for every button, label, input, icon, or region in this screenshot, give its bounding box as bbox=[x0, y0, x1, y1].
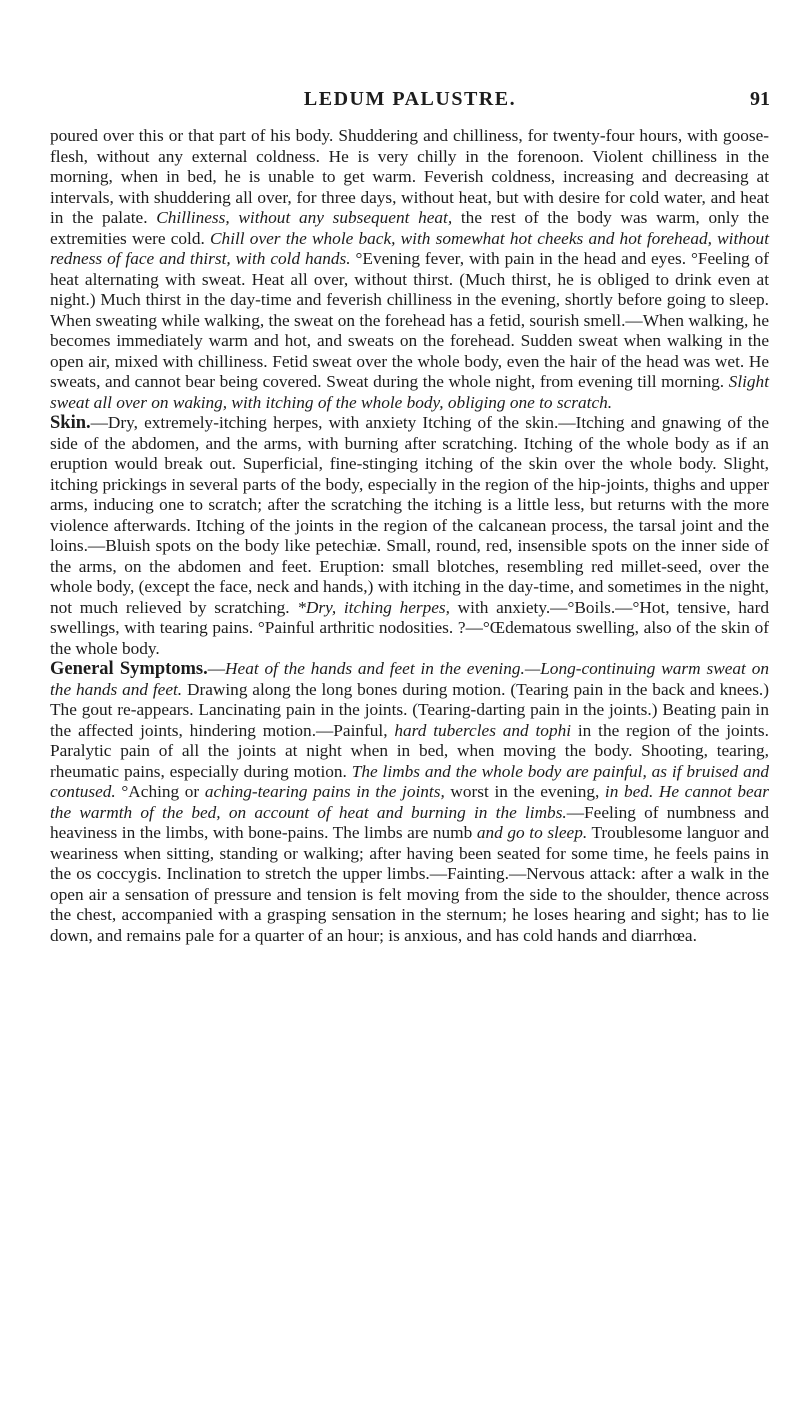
text-run: °Evening fever, with pain in the head and eyes. °Feeling of heat alternating with sweat. Heat all over, without thirst. (Much thirst, he is obliged to drink even at night.) Much thirst in the day-time and feverish chilliness in the evening, shortly before going to sleep. When sweating while walking, the sweat on the forehead has a fetid, sourish smell.—When walking, he becomes immediately warm and hot, and sweats on the forehead. Sudden sweat when walking in the open air, mixed with chilliness. Fetid sweat over the whole body, even the hair of the head was wet. He sweats, and cannot bear being covered. Sweat during the whole night, from evening till morning. bbox=[50, 249, 769, 391]
italic-run: in bed. He cannot bear the warmth of the bed, on account of heat and burning in the limbs. bbox=[50, 782, 770, 822]
italic-run: *Dry, itching herpes, bbox=[297, 597, 450, 617]
body-text bbox=[50, 126, 769, 946]
header-title: LEDUM PALUSTRE. bbox=[303, 88, 517, 110]
text-run: the rest of the body was warm, only the extremities were cold. bbox=[50, 208, 769, 248]
text-run: —Feeling of numbness and heaviness in the limbs, with bone-pains. The limbs are numb bbox=[50, 802, 769, 842]
text-run: poured over this or that part of his body. Shuddering and chilliness, for twenty-four hours, with goose-flesh, without any external coldness. He is very chilly in the forenoon. Violent chilliness in the morning, when in bed, he is unable to get warm. Feverish coldness, increasing and decreasing at intervals, with shuddering all over, for three days, without heat, but with desire for cold water, and heat in the palate. bbox=[50, 126, 769, 227]
section-heading-skin: Skin. bbox=[50, 413, 91, 433]
fever-paragraph bbox=[50, 126, 769, 413]
italic-run: Chill over the whole back, with somewhat hot cheeks and hot forehead, without redness of face and thirst, with cold hands. bbox=[50, 228, 769, 268]
italic-run: aching-tearing pains in the joints, bbox=[204, 782, 445, 801]
section-heading-general-symptoms: General Symptoms. bbox=[50, 659, 208, 679]
text-run: —Dry, extremely-itching herpes, with anxiety Itching of the skin.—Itching and gnawing of the side of the abdomen, and the arms, with burning after scratching. Itching of the whole body as if an eruption would break out. Superficial, fine-stinging itching of the skin over the whole body. Slight, itching prickings in several parts of the body, especially in the region of the hip-joints, thighs and upper arms, inducing one to scratch; after the scratching the itching is a little less, but returns with the more violence afterwards. Itching of the joints in the region of the calcanean process, the tarsal joint and the loins.—Bluish spots on the body like petechiæ. Small, round, red, insensible spots on the inner side of the arms, on the abdomen and feet. Eruption: small blotches, resembling red millet-seed, over the whole body, (except the face, neck and hands,) with itching in the day-time, and sometimes in the night, not much relieved by scratching. bbox=[50, 413, 769, 617]
italic-run: Heat of the hands and feet in the evening.—Long-continuing warm sweat on the hands and feet. bbox=[50, 659, 769, 699]
skin-paragraph bbox=[50, 413, 769, 659]
page-number: 91 bbox=[750, 88, 770, 110]
text-run: Troublesome languor and weariness when sitting, standing or walking; after having been seated for some time, he feels pains in the os coccygis. Inclination to stretch the upper limbs.—Fainting.—Nervous attack: after a walk in the open air a sensation of pressure and tension is felt moving from the side to the shoulder, thence across the chest, accompanied with a grasping sensation in the sternum; he loses hearing and sight; has to lie down, and remains pale for a quarter of an hour; is anxious, and has cold hands and diarrhœa. bbox=[50, 823, 770, 945]
text-run: — bbox=[207, 659, 226, 678]
italic-run: Chilliness, without any subsequent heat, bbox=[156, 208, 453, 227]
text-run: with anxiety.—°Boils.—°Hot, tensive, hard swellings, with tearing pains. °Painful arthritic nodosities. ?—°Œdematous swelling, also of the skin of the whole body. bbox=[50, 597, 769, 658]
running-header bbox=[50, 88, 770, 114]
italic-run: hard tubercles and tophi bbox=[394, 720, 572, 740]
text-run: in the region of the joints. Paralytic pain of all the joints at night when in bed, when moving the body. Shooting, tearing, rheumatic pains, especially during motion. bbox=[50, 720, 769, 781]
text-run: worst in the evening, bbox=[444, 782, 605, 801]
italic-run: Slight sweat all over on waking, with itching of the whole body, obliging one to scratch. bbox=[50, 372, 769, 412]
general-symptoms-paragraph bbox=[50, 659, 769, 946]
italic-run: and go to sleep. bbox=[476, 823, 588, 842]
text-run: Drawing along the long bones during motion. (Tearing pain in the back and knees.) The gout re-appears. Lancinating pain in the joints. (Tearing-darting pain in the joints.) Beating pain in the affected joints, hindering motion.—Painful, bbox=[50, 679, 770, 740]
text-run: °Aching or bbox=[115, 782, 205, 801]
italic-run: The limbs and the whole body are painful, as if bruised and contused. bbox=[50, 761, 769, 801]
